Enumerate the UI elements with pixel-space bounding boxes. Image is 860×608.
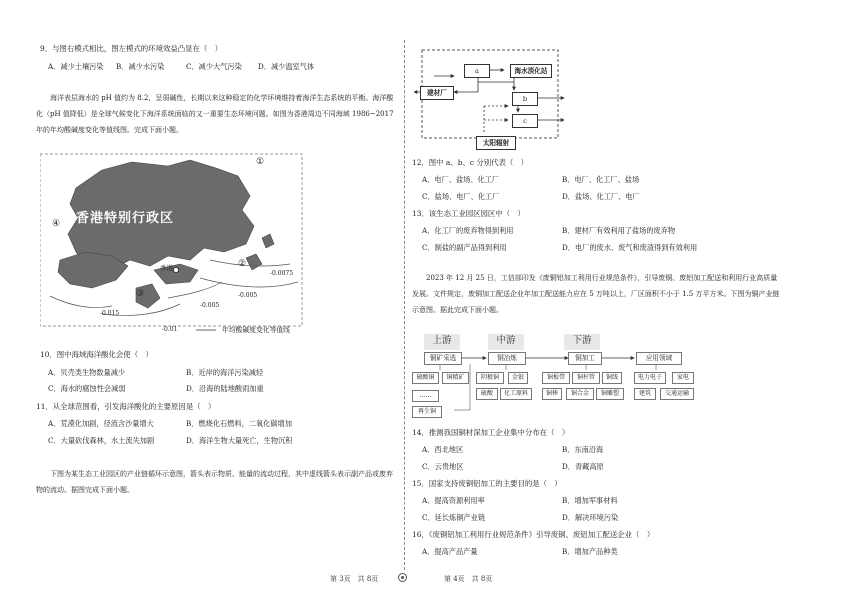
box-processing: 铜加工 [568, 352, 602, 365]
q11-option-d: D．海洋生物大量死亡，生物沉积 [186, 436, 293, 445]
q15-option-b: B．增加军事材料 [562, 496, 618, 505]
q9-option-b: B．减少水污染 [116, 62, 165, 71]
tag-upstream: 上游 [432, 335, 452, 346]
isoline-label-0075: -0.0075 [270, 270, 294, 277]
box-solar-radiation: 太阳辐射 [476, 136, 516, 150]
hong-kong-city-dot [173, 267, 178, 272]
tag-downstream: 下游 [572, 335, 592, 346]
q12-option-b: B．电厂、化工厂、盐场 [562, 175, 640, 184]
mid-item-sulfuric-acid: 硫酸 [476, 388, 498, 400]
q16-stem: 16．《废铜铝加工利用行业规范条件》引导废铜、废铝加工配送企业（ ） [412, 530, 655, 539]
q12-stem: 12．图中 a、b、c 分别代表（ ） [412, 158, 529, 167]
q13-option-a: A．化工厂的废弃物得到利用 [422, 226, 514, 235]
q14-option-c: C．云贵地区 [422, 462, 464, 471]
down-item-sculpture: 铜雕塑 [596, 388, 624, 400]
q15-option-c: C．延长炼铜产业链 [422, 513, 486, 522]
q9-option-c: C．减少大气污染 [186, 62, 242, 71]
q12-option-d: D．盐场、化工厂、电厂 [562, 192, 640, 201]
app-item-power-electronics: 电力电子 [634, 372, 666, 384]
q10-stem: 10．图中海域海洋酸化会使（ ） [40, 350, 153, 359]
q14-stem: 14．推测我国铜材深加工企业集中分布在（ ） [412, 428, 570, 437]
q13-option-d: D．电厂的废水、废气和废渣得到有效利用 [562, 243, 698, 252]
q11-stem: 11．从全球范围看，引发海洋酸化的主要原因是（ ） [36, 402, 216, 411]
q11-option-c: C．大量砍伐森林，水土流失加剧 [48, 436, 155, 445]
box-desalination: 海水淡化站 [510, 64, 552, 78]
q11-option-b: B．燃烧化石燃料，二氧化碳增加 [186, 419, 292, 428]
q14-option-b: B．东南沿海 [562, 445, 604, 454]
page-number-right: 第 4页 共 8页 [444, 575, 493, 583]
map-city-label: 香港 [160, 264, 173, 272]
q15-option-a: A．提高资源利用率 [422, 496, 485, 505]
q16-option-b: B．增加产品种类 [562, 547, 618, 556]
mid-item-cathode: 阴极铜 [476, 372, 504, 384]
legend-text: 年均酸碱度变化等值线 [222, 326, 290, 334]
q16-option-a: A．提高产品产量 [422, 547, 478, 556]
q14-option-a: A．西北地区 [422, 445, 464, 454]
isoline-label-015: -0.015 [100, 310, 120, 317]
box-applications: 应用领域 [636, 352, 682, 365]
column-divider [404, 40, 405, 570]
box-b: b [512, 92, 538, 106]
q10-option-b: B．近岸的海洋污染减轻 [186, 368, 264, 377]
box-smelting: 铜冶炼 [488, 352, 526, 365]
q14-option-d: D．青藏高原 [562, 462, 604, 471]
passage-ocean-acidification: 海洋表层海水的 pH 值约为 8.2，呈弱碱性，长期以来这种稳定的化学环境维持着海洋生态系统的平衡。海洋酸化（pH 值降低）是全球气候变化下海洋系统面临的又一重要生态环境问题。如图为香港周边不同海域 1986~2017 年的年均酸碱度变化等值线图。完成下面小题。 [36, 94, 394, 134]
binding-hole-icon [398, 573, 407, 582]
box-c: c [512, 114, 538, 128]
box-a: a [464, 64, 490, 78]
passage-eco-industrial-park: 下图为某生态工业园区的产业链循环示意图，箭头表示物质、能量的流动过程，其中虚线箭头表示副产品或废弃物的流动。据图完成下面小题。 [36, 470, 393, 494]
down-item-rod-tube: 铜杆管 [572, 372, 600, 384]
down-item-plate-strip: 铜板带 [542, 372, 570, 384]
passage-copper-policy: 2023 年 12 月 25 日，工信部印发《废铜铝加工利用行业规范条件》，引导废铜、废铝加工配送和利用行业高质量发展。文件规定，废铜加工配送企业年加工配送能力应在 5 万吨以上，厂区面积不小于 1.5 万平方米。下图为铜产业链示意图。据此完成下面小题。 [412, 274, 780, 314]
q9-option-a: A．减少土壤污染 [48, 62, 104, 71]
up-item-copper-sulfate: 硫酸铜 [412, 372, 439, 384]
q9-stem: 9．与图右模式相比，图左模式的环境效益凸显在（ ） [40, 44, 223, 53]
map-region-2: ② [238, 259, 247, 269]
box-copper-mining: 铜矿采选 [424, 352, 462, 365]
up-item-recycled-copper: 再生铜 [412, 406, 442, 418]
down-item-bar: 铜棒 [542, 388, 562, 400]
mid-item-chem-materials: 化工原料 [500, 388, 532, 400]
q11-option-a: A．荒漠化加剧，径流含沙量增大 [48, 419, 154, 428]
map-region-3: ③ [136, 289, 145, 299]
q15-option-d: D．解决环境污染 [562, 513, 619, 522]
page-number-left: 第 3页 共 8页 [330, 575, 379, 583]
app-item-transport: 交通运输 [660, 388, 694, 400]
q9-option-d: D．减少温室气体 [258, 62, 315, 71]
q12-option-c: C．盐场、电厂、化工厂 [422, 192, 500, 201]
q10-option-a: A．贝壳类生物数量减少 [48, 368, 126, 377]
box-building-materials: 建材厂 [420, 86, 454, 100]
map-region-4: ④ [52, 219, 61, 229]
q15-stem: 15．国家支持废铜铝加工的主要目的是（ ） [412, 479, 562, 488]
app-item-appliances: 家电 [672, 372, 694, 384]
isoline-label-005-east: -0.005 [238, 292, 258, 299]
map-region-label: 香港特别行政区 [76, 211, 175, 226]
isoline-label-005-south: -0.005 [200, 302, 220, 309]
q13-stem: 13．该生态工业园区园区中（ ） [412, 209, 525, 218]
up-item-ellipsis: …… [412, 390, 439, 402]
hong-kong-acidification-map [40, 148, 310, 348]
up-item-copper-concentrate: 铜精矿 [442, 372, 469, 384]
q13-option-b: B．建材厂有效利用了盐场的废弃物 [562, 226, 676, 235]
tag-midstream: 中游 [496, 335, 516, 346]
mid-item-gold-silver: 金银 [508, 372, 528, 384]
q10-option-c: C．海水的腐蚀性会减弱 [48, 384, 126, 393]
q12-option-a: A．电厂、盐场、化工厂 [422, 175, 500, 184]
legend-value: -0.01 [162, 326, 178, 333]
q10-option-d: D．沿海的陆地酸雨加重 [186, 384, 264, 393]
down-item-alloy: 铜合金 [566, 388, 594, 400]
app-item-construction: 建筑 [634, 388, 656, 400]
q13-option-c: C．制盐的副产品得到利用 [422, 243, 507, 252]
map-region-1: ① [256, 157, 265, 167]
down-item-wire: 铜线 [602, 372, 622, 384]
